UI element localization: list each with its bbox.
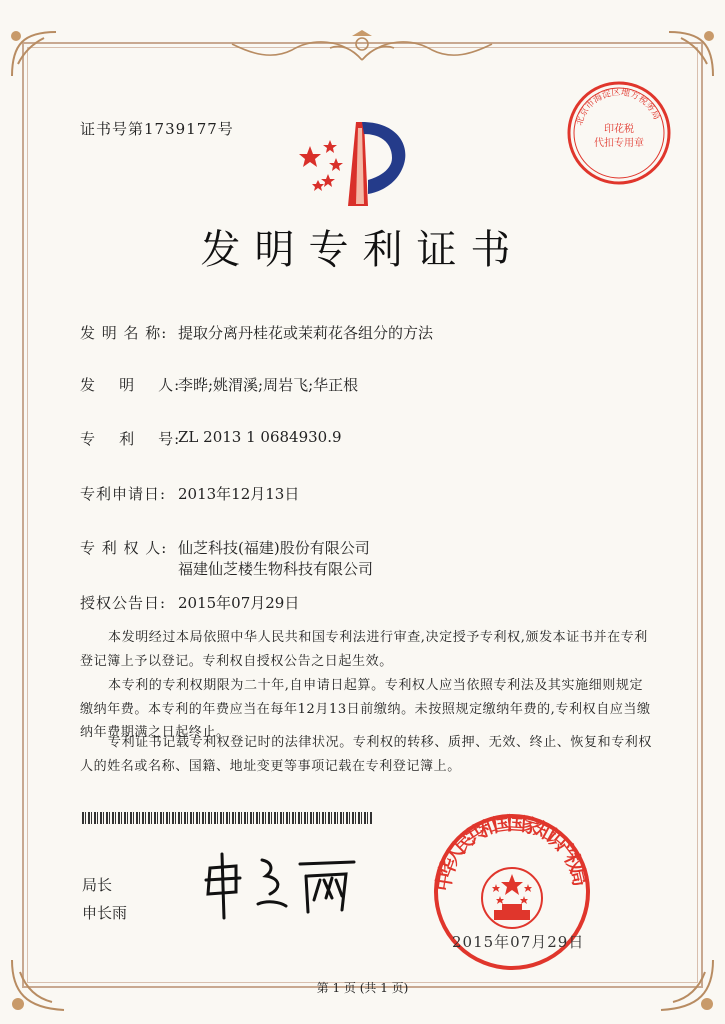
patentee-label: 专 利 权 人:: [80, 539, 168, 557]
body-paragraph-3: 专利证书记载专利权登记时的法律状况。专利权的转移、质押、无效、终止、恢复和专利权人的姓名或名称、国籍、地址变更等事项记载在专利登记簿上。: [80, 735, 653, 774]
director-name: 申长雨: [82, 904, 128, 922]
barcode: [82, 812, 372, 824]
patent-number: ZL 2013 1 0684930.9: [178, 428, 342, 446]
inventor-label: 发 明 人:: [80, 376, 181, 394]
filing-date-label: 专利申请日:: [80, 485, 167, 503]
invention-name-label: 发 明 名 称:: [80, 324, 168, 342]
top-ornament: [212, 30, 512, 64]
certificate-number: 证书号第1739177号: [80, 120, 234, 138]
page-footer: 第 1 页 (共 1 页): [316, 981, 409, 995]
tax-seal-ring-text: 北京市海淀区地方税务局: [574, 87, 662, 127]
filing-date: 2013年12月13日: [178, 485, 300, 503]
seal-ring-text: 中华人民共和国国家知识产权局: [432, 812, 592, 893]
grant-date: 2015年07月29日: [178, 594, 300, 612]
grant-date-label: 授权公告日:: [80, 594, 167, 612]
director-title: 局长: [82, 876, 113, 894]
invention-name: 提取分离丹桂花或茉莉花各组分的方法: [178, 324, 434, 342]
patentee-2: 福建仙芝楼生物科技有限公司: [178, 560, 374, 578]
body-paragraph-1: 本发明经过本局依照中华人民共和国专利法进行审查,决定授予专利权,颁发本证书并在专利登记簿上予以登记。专利权自授权公告之日起生效。: [80, 630, 648, 669]
tax-seal: [566, 80, 672, 186]
corner-ornament-top-right: [661, 24, 721, 84]
patent-office-logo: [298, 118, 414, 210]
body-paragraph-2: 本专利的专利权期限为二十年,自申请日起算。专利权人应当依照专利法及其实施细则规定缴纳年费。本专利的年费应当在每年12月13日前缴纳。未按照规定缴纳年费的,专利权自应当缴纳年费期满之日起终止。: [80, 678, 651, 740]
tax-seal-line-1: 印花税: [604, 124, 634, 135]
inventors: 李晔;姚渭溪;周岩飞;华正根: [178, 376, 359, 394]
stamp-date: 2015年07月29日: [452, 933, 585, 951]
corner-ornament-top-left: [4, 24, 64, 84]
tax-seal-line-2: 代扣专用章: [594, 138, 644, 149]
handwritten-signature: [196, 848, 366, 928]
patent-number-label: 专 利 号:: [80, 430, 181, 448]
certificate-title: 发明专利证书: [200, 227, 525, 273]
patentee-1: 仙芝科技(福建)股份有限公司: [178, 539, 370, 557]
